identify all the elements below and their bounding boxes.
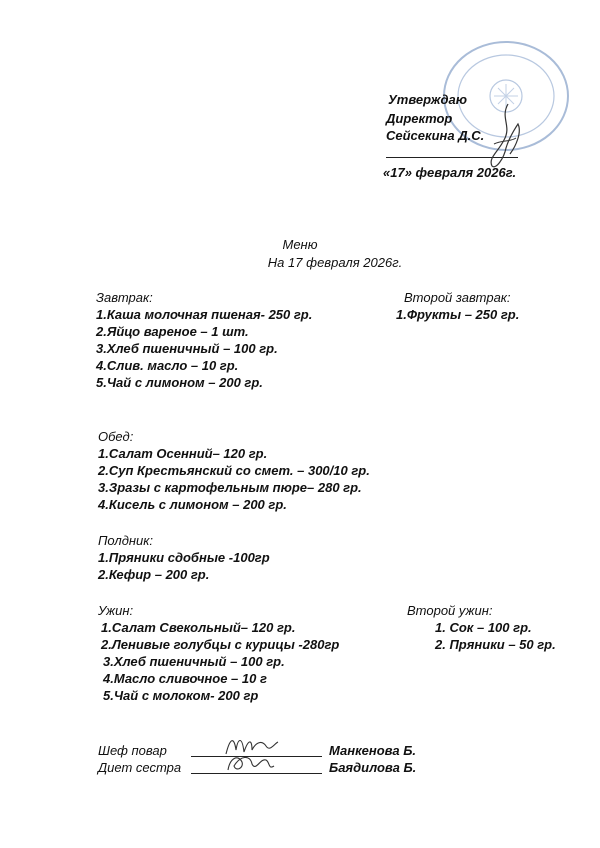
snack-item: 1.Пряники сдобные -100гр: [98, 550, 270, 565]
dinner-item: 2.Ленивые голубцы с курицы -280гр: [101, 637, 340, 652]
breakfast-item: 2.Яйцо вареное – 1 шт.: [96, 324, 249, 339]
approval-approve: Утверждаю: [388, 92, 467, 107]
lunch-item: 3.Зразы с картофельным пюре– 280 гр.: [98, 480, 362, 495]
second-breakfast-item: 1.Фрукты – 250 гр.: [396, 307, 520, 322]
approval-position: Директор: [386, 111, 453, 126]
dinner-item: 3.Хлеб пшеничный – 100 гр.: [103, 654, 285, 669]
director-signature: [478, 100, 528, 172]
snack-item: 2.Кефир – 200 гр.: [98, 567, 210, 582]
lunch-item: 2.Суп Крестьянский со смет. – 300/10 гр.: [98, 463, 370, 478]
dietitian-name: Баядилова Б.: [329, 760, 417, 775]
dinner-item: 1.Салат Свекольный– 120 гр.: [101, 620, 296, 635]
dietitian-signature: [224, 750, 280, 776]
menu-title: Меню: [282, 237, 318, 252]
breakfast-item: 5.Чай с лимоном – 200 гр.: [96, 375, 263, 390]
dinner-item: 4.Масло сливочное – 10 г: [103, 671, 267, 686]
second-dinner-item: 2. Пряники – 50 гр.: [435, 637, 556, 652]
second-dinner-label: Второй ужин:: [407, 603, 493, 618]
approval-name: Сейсекина Д.С.: [386, 128, 485, 143]
menu-date: На 17 февраля 2026г.: [267, 255, 403, 270]
second-breakfast-label: Второй завтрак:: [404, 290, 511, 305]
dinner-label: Ужин:: [98, 603, 134, 618]
second-dinner-item: 1. Сок – 100 гр.: [435, 620, 532, 635]
dietitian-role: Диет сестра: [98, 760, 182, 775]
lunch-label: Обед:: [98, 429, 134, 444]
lunch-item: 4.Кисель с лимоном – 200 гр.: [98, 497, 287, 512]
snack-label: Полдник:: [98, 533, 154, 548]
breakfast-label: Завтрак:: [96, 290, 153, 305]
lunch-item: 1.Салат Осенний– 120 гр.: [98, 446, 268, 461]
breakfast-item: 1.Каша молочная пшеная- 250 гр.: [96, 307, 313, 322]
breakfast-item: 4.Слив. масло – 10 гр.: [96, 358, 239, 373]
approval-date: «17» февраля 2026г.: [383, 165, 517, 180]
chef-role: Шеф повар: [98, 743, 167, 758]
breakfast-item: 3.Хлеб пшеничный – 100 гр.: [96, 341, 278, 356]
dinner-item: 5.Чай с молоком- 200 гр: [103, 688, 259, 703]
chef-name: Манкенова Б.: [329, 743, 417, 758]
